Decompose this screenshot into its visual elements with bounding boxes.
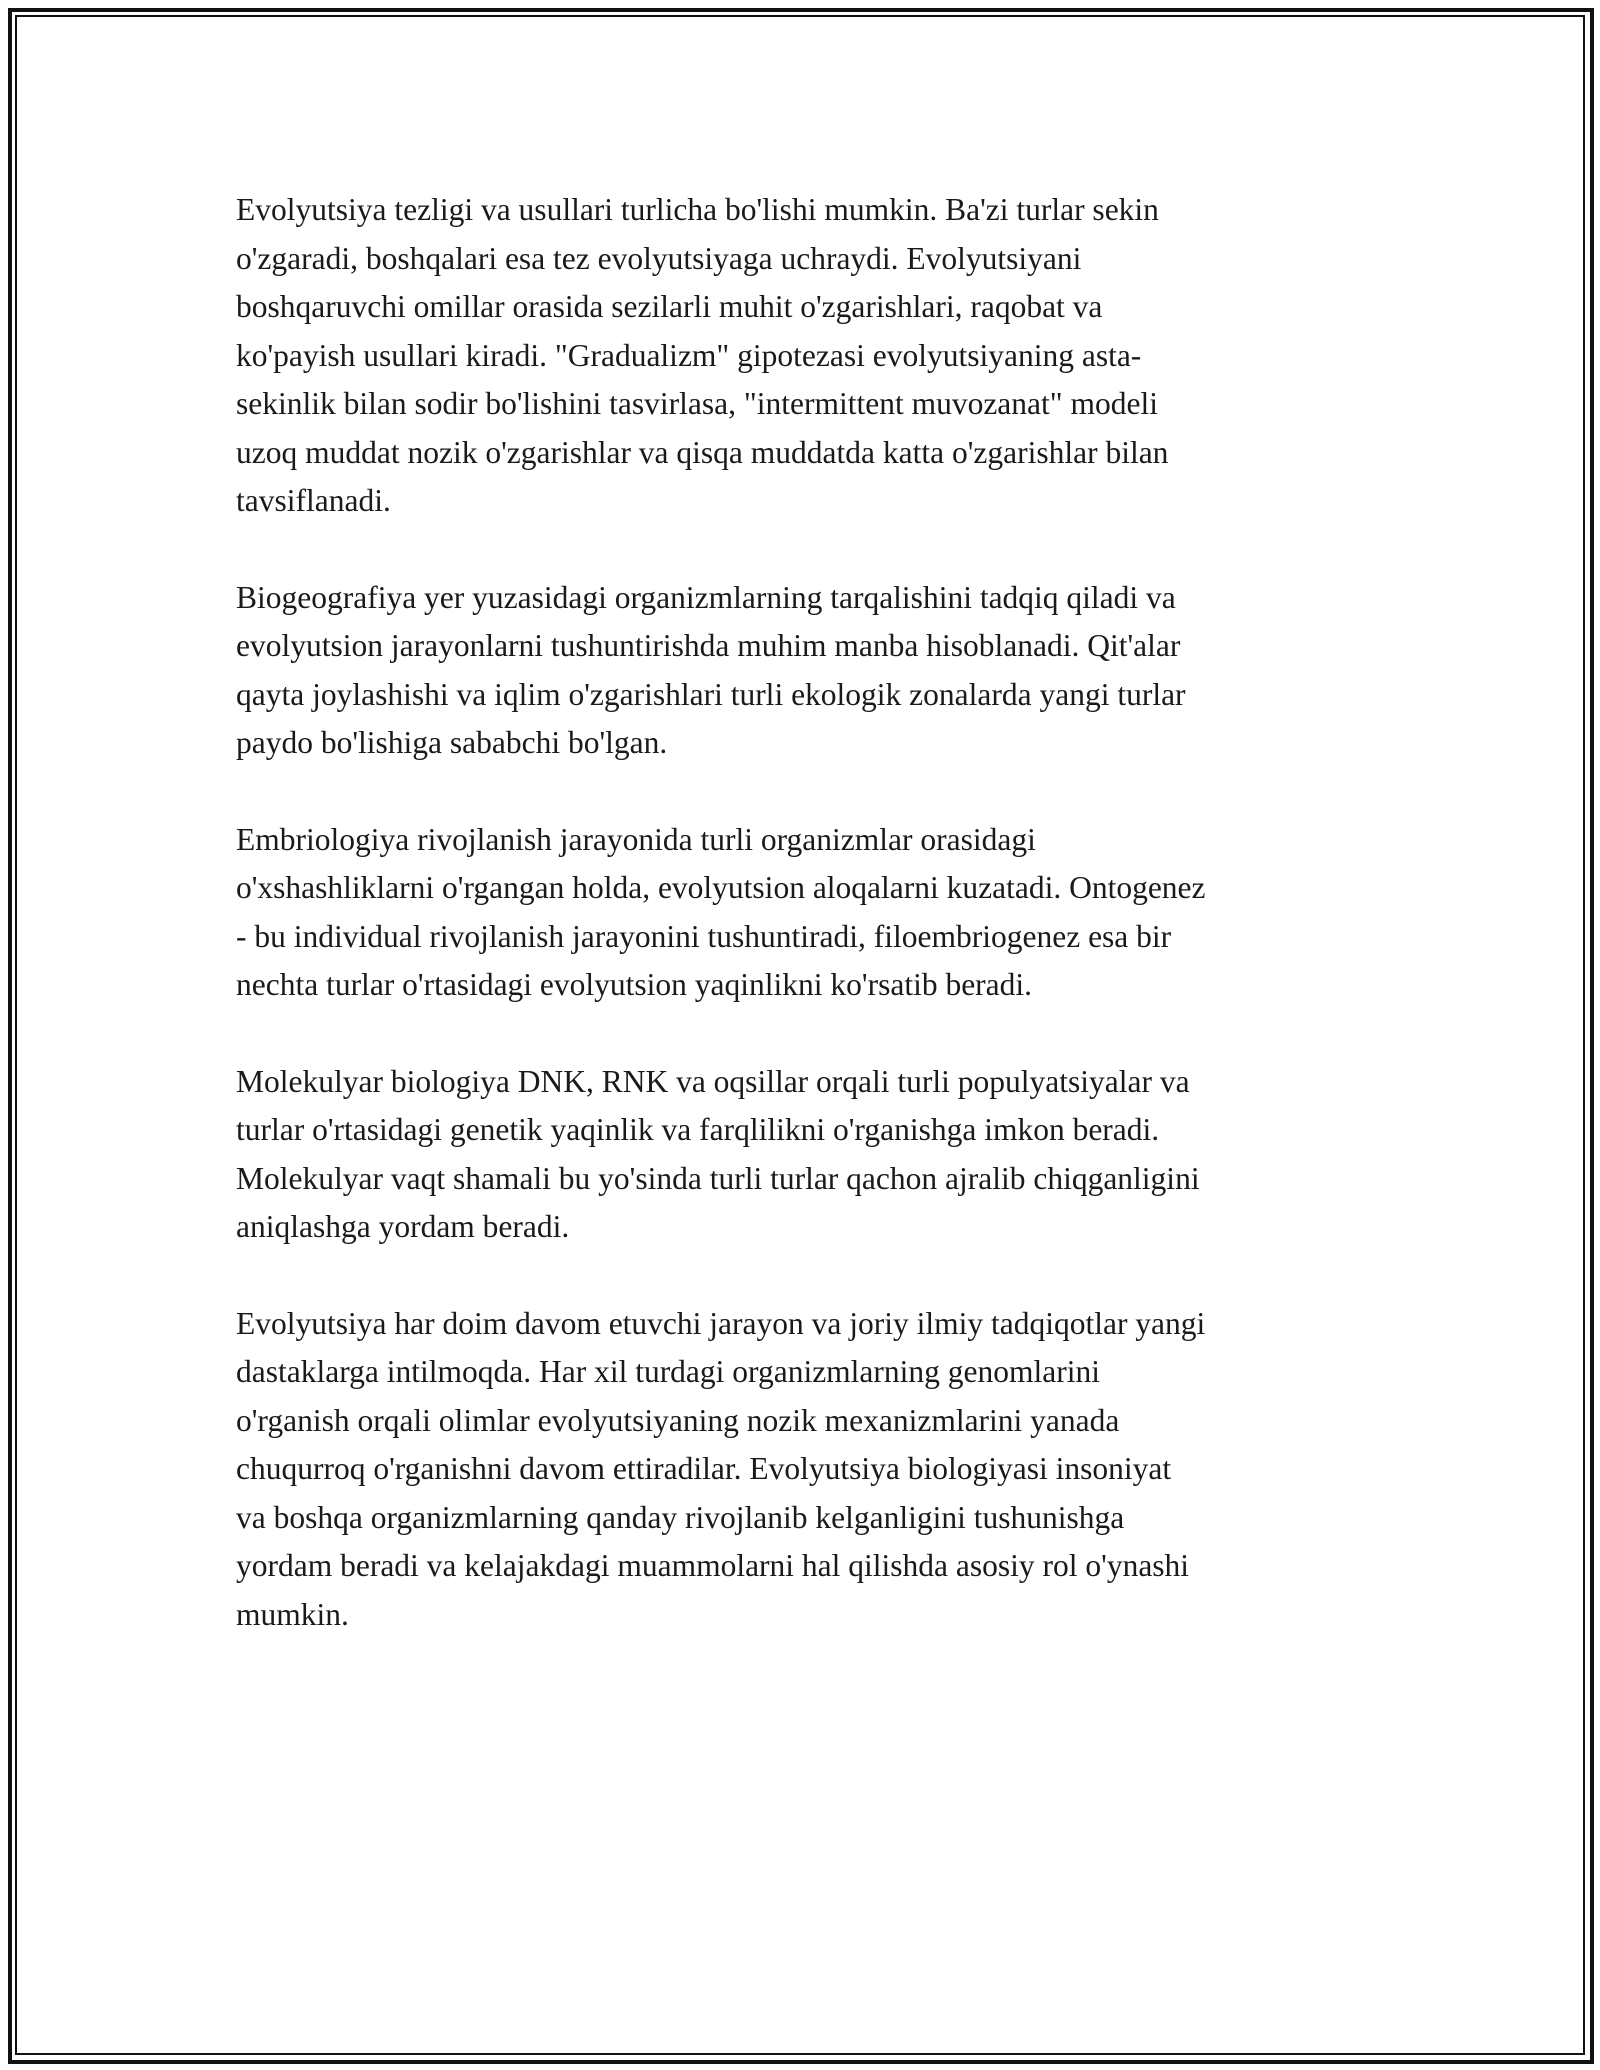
paragraph-evolution-rate: Evolyutsiya tezligi va usullari turlicha bo'lishi mumkin. Ba'zi turlar sekin o'zgaradi, boshqalari esa tez evolyutsiyaga uchraydi. Evolyutsiyani boshqaruvchi omillar orasida sezilarli muhit o'zgarishlari, raqobat va ko'payish usullari kiradi. "Gradualizm" gipotezasi evolyutsiyaning asta- sekinlik bilan sodir bo'lishini tasvirlasa, "intermittent muvozanat" modeli uzoq muddat nozik o'zgarishlar va qisqa muddatda katta o'zgarishlar bilan tavsiflanadi.	[236, 192, 1169, 518]
document-body	[236, 186, 1376, 1687]
paragraph-ongoing-research: Evolyutsiya har doim davom etuvchi jarayon va joriy ilmiy tadqiqotlar yangi dastaklarga intilmoqda. Har xil turdagi organizmlarning genomlarini o'rganish orqali olimlar evolyutsiyaning nozik mexanizmlarini yanada chuqurroq o'rganishni davom ettiradilar. Evolyutsiya biologiyasi insoniyat va boshqa organizmlarning qanday rivojlanib kelganligini tushunishga yordam beradi va kelajakdagi muammolarni hal qilishda asosiy rol o'ynashi mumkin.	[236, 1305, 1206, 1632]
paragraph-molecular-biology: Molekulyar biologiya DNK, RNK va oqsillar orqali turli populyatsiyalar va turlar o'rtasidagi genetik yaqinlik va farqlilikni o'rganishga imkon beradi. Molekulyar vaqt shamali bu yo'sinda turli turlar qachon ajralib chiqganligini aniqlashga yordam beradi.	[236, 1063, 1200, 1244]
paragraph-biogeography: Biogeografiya yer yuzasidagi organizmlarning tarqalishini tadqiq qiladi va evolyutsion jarayonlarni tushuntirishda muhim manba hisoblanadi. Qit'alar qayta joylashishi va iqlim o'zgarishlari turli ekologik zonalarda yangi turlar paydo bo'lishiga sababchi bo'lgan.	[236, 579, 1186, 760]
paragraph-embryology: Embriologiya rivojlanish jarayonida turli organizmlar orasidagi o'xshashliklarni o'rgangan holda, evolyutsion aloqalarni kuzatadi. Ontogenez - bu individual rivojlanish jarayonini tushuntiradi, filoembriogenez esa bir nechta turlar o'rtasidagi evolyutsion yaqinlikni ko'rsatib beradi.	[236, 821, 1206, 1002]
